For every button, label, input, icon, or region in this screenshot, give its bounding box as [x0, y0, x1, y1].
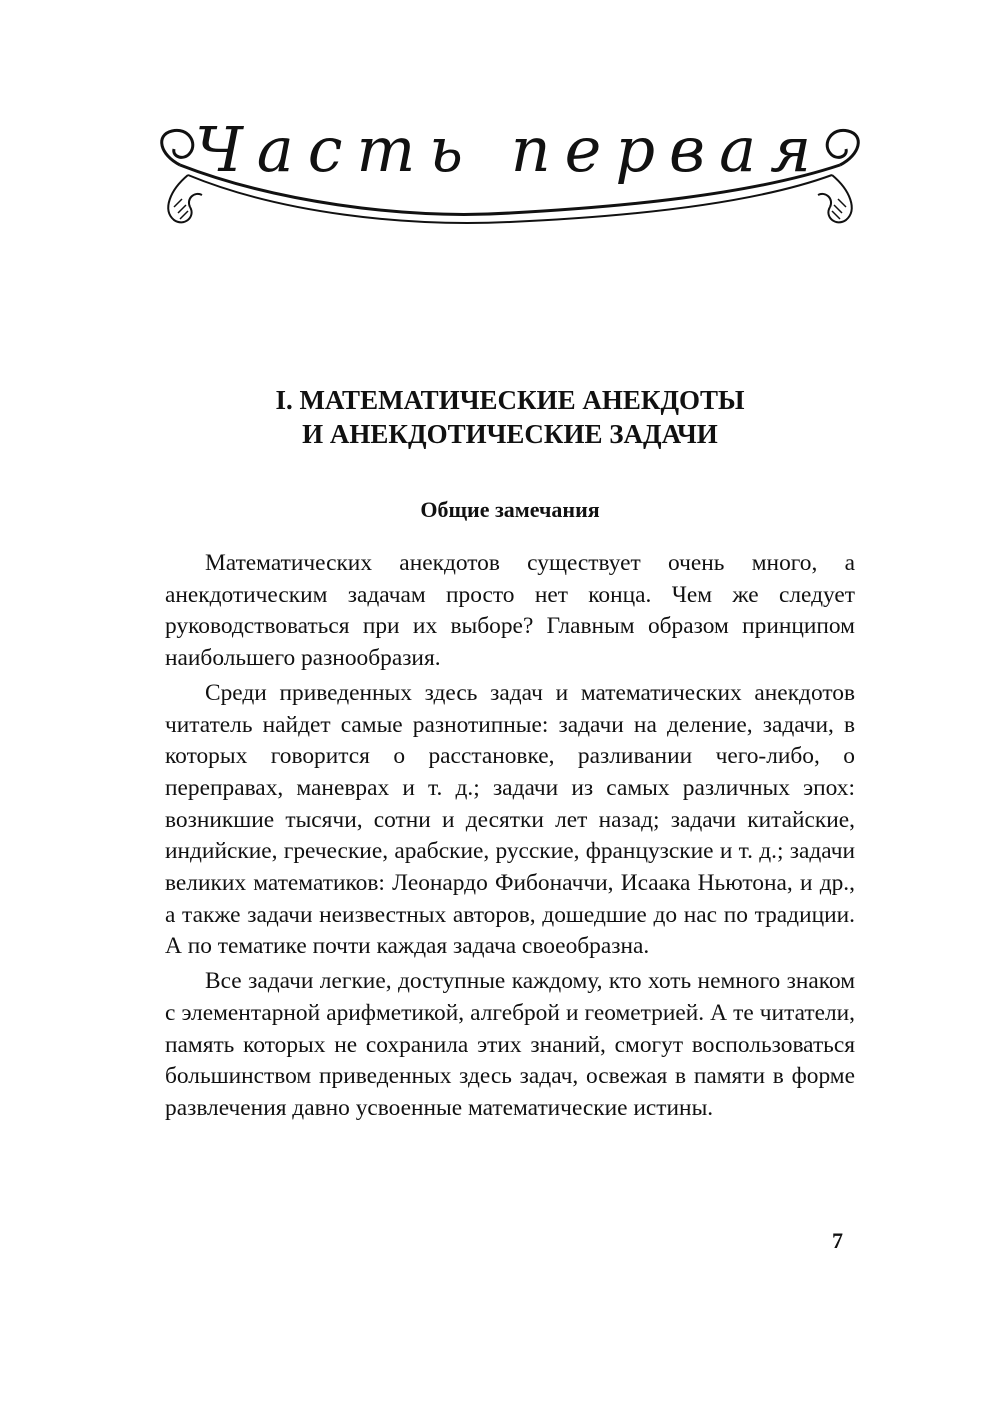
body-text	[165, 548, 855, 1128]
chapter-title-line-2: И АНЕКДОТИЧЕСКИЕ ЗАДАЧИ	[302, 419, 718, 449]
part-title: Часть первая	[194, 113, 826, 186]
page-number: 7	[832, 1228, 843, 1253]
chapter-title-line-1: I. МАТЕМАТИЧЕСКИЕ АНЕКДОТЫ	[275, 385, 745, 415]
section-title: Общие замечания	[420, 497, 600, 522]
paragraph-3: Все задачи легкие, доступные каждому, кто хоть немного знаком с элементарной арифметикой, алгеброй и геометрией. А те читатели, память которых не сохранила этих знаний, смогут воспользоваться большинством приведенных здесь задач, освежая в памяти в форме развлечения давно усвоенные математические истины.	[165, 968, 855, 1121]
paragraph-2: Среди приведенных здесь задач и математических анекдотов читатель найдет самые разнотипные: задачи на деление, задачи, в которых говорится о расстановке, разливании чего-либо, о переправах, маневрах и т. д.; задачи из самых различных эпох: возникшие тысячи, сотни и десятки лет назад; задачи китайские, индийские, греческие, арабские, русские, французские и т. д.; задачи великих математиков: Леонардо Фибоначчи, Исаака Ньютона, и др., а также задачи неизвестных авторов, дошедшие до нас по традиции. А по тематике почти каждая задача своеобразна.	[165, 679, 855, 960]
paragraph-1: Математических анекдотов существует очень много, а анекдотическим задачам просто нет конца. Чем же следует руководствоваться при их выборе? Главным образом принципом наибольшего разнообразия.	[165, 550, 855, 672]
part-title-banner	[150, 95, 870, 245]
